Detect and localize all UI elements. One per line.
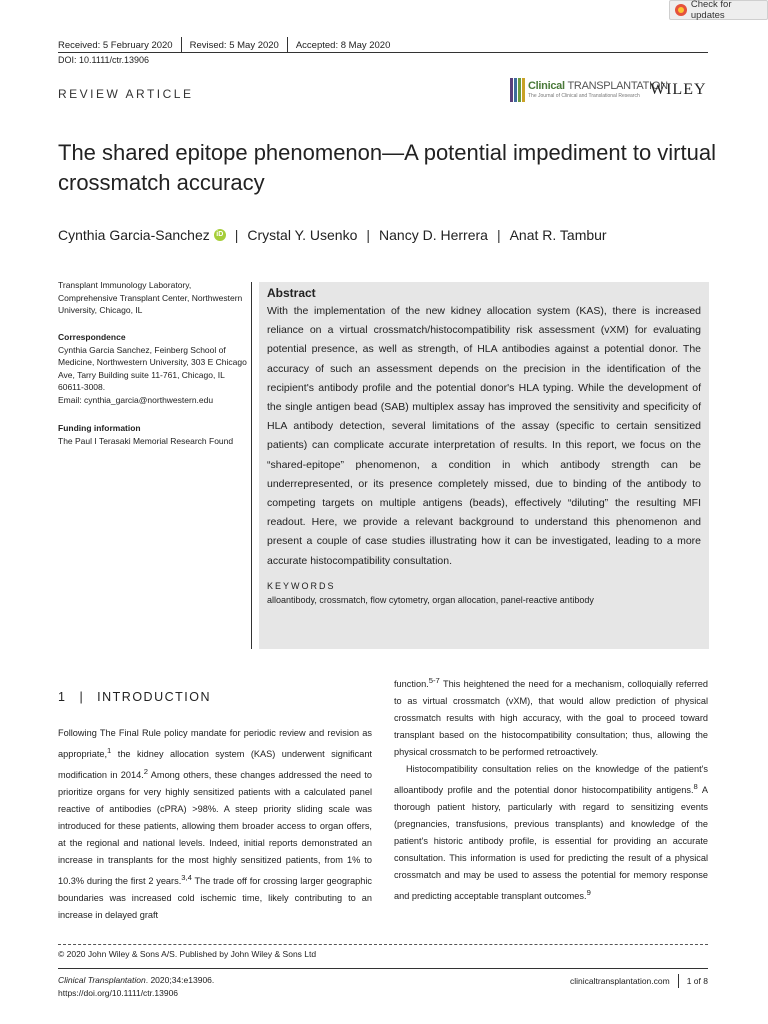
journal-logo-bars [510, 78, 525, 102]
journal-subtitle: The Journal of Clinical and Translational Research [528, 93, 640, 99]
journal-name-1: Clinical [528, 80, 565, 92]
received-date: Received: 5 February 2020 [58, 39, 173, 51]
doi-link[interactable]: https://doi.org/10.1111/ctr.13906 [58, 988, 179, 998]
reference-link[interactable]: 1 [107, 746, 112, 755]
reference-link[interactable]: 9 [586, 888, 591, 898]
revised-date: Revised: 5 May 2020 [189, 39, 279, 51]
divider: | [234, 227, 239, 243]
footer-right [570, 974, 708, 988]
funding-text: The Paul I Terasaki Memorial Research Found [58, 435, 234, 446]
paragraph: function.$^{5-7}$ This heightened the need for a mechanism, colloquially referred to as virtual crossmatch (vXM), that would allow prediction of physical crossmatch results with high accuracy, with the goal to proceed toward transplant based on the histocompatibility consultation; thus, allowing the physical crossmatch to be performed retroactively. [394, 676, 708, 758]
abstract-body: With the implementation of the new kidney allocation system (KAS), there is increased reliance on a virtual crossmatch/histocompatibility risk assessment (vXM) for evaluating potential presence, as well as strength, of HLA antibodies against a potential donor. The accuracy of such an assessment depends on the precision in the identification of the recipient's antibody profile and the potential donor's HLA typing. While the development of the single antigen bead (SAB) multiplex assay has improved the sensitivity and specificity of HLA antibody detection, several limitations of the assay (specific to certain sensitized patients) can complicate accurate interpretation of results. In this report, we focus on the “shared-epitope” phenomenon, a condition in which antibody strength can be underrepresented, or its presence completely missed, due to binding of the antibody to competing targets on multiple antigens (beads), effectively “diluting” the resulting MFI readout. Here, we provide a relevant background to understand this phenomenon and present a couple of case studies illustrating how it can be investigated, leading to a more accurate histocompatibility consultation. [267, 305, 701, 567]
doi: DOI: 10.1111/ctr.13906 [58, 55, 150, 65]
reference-link[interactable]: 2 [143, 767, 149, 777]
section-number: 1 [58, 690, 67, 704]
check-for-updates-label: Check for updates [690, 0, 732, 21]
paragraph: Following The Final Rule policy mandate for periodic review and revision as appropriate,$^1$ the kidney allocation system (KAS) underwent significant modification in 2014.$^2$ Among others, these changes addressed the need to prioritize organs for very highly sensitized patients with a calculated panel reactive of antibodies (cPRA) >98%. A steep priority sliding scale was introduced for these patients, allowing them broader access to organ offers, at the regional and national levels. Indeed, initial reports demonstrated an increase in transplants for the most highly sensitized patients, from 1% to 10.3% during the first 2 years.$^{3,4}$ The trade off for crossing larger geographic boundaries was increased cold ischemic time, likely contributing to an increase in delayed graft [58, 728, 372, 921]
citation [58, 974, 214, 1000]
author[interactable]: Crystal Y. Usenko [247, 227, 358, 243]
body-column-left [58, 725, 372, 924]
abstract-rule [251, 282, 252, 649]
orcid-icon[interactable]: iD [214, 229, 226, 241]
keywords-heading: KEYWORDS [267, 580, 336, 591]
correspondence-email[interactable]: Email: cynthia_garcia@northwestern.edu [58, 394, 214, 405]
copyright: © 2020 John Wiley & Sons A/S. Published by John Wiley & Sons Ltd [58, 949, 317, 959]
journal-name-2: TRANSPLANTATION [567, 80, 668, 92]
abstract-box [259, 282, 709, 649]
reference-link[interactable]: 5-7 [428, 676, 440, 685]
correspondence-text: Cynthia Garcia Sanchez, Feinberg School of Medicine, Northwestern University, 303 E Chicago Ave, Tarry Building suite 11-761, Chicago, IL 60611-3008. [58, 344, 247, 392]
footer-rule [58, 968, 708, 969]
article-title: The shared epitope phenomenon—A potential impediment to virtual crossmatch accuracy [58, 140, 716, 195]
footnote-rule [58, 944, 708, 945]
funding-block [58, 422, 248, 447]
section-title: INTRODUCTION [97, 690, 211, 704]
publisher-logo: WILEY [650, 81, 707, 98]
section-heading: 1 | INTRODUCTION [58, 690, 211, 704]
author[interactable]: Anat R. Tambur [509, 227, 607, 243]
accepted-date: Accepted: 8 May 2020 [295, 39, 391, 51]
correspondence-block [58, 331, 248, 406]
journal-site-link[interactable]: clinicaltransplantation.com [570, 976, 670, 986]
page-number: 1 of 8 [686, 976, 708, 986]
author[interactable]: Cynthia Garcia-Sanchez [58, 227, 210, 243]
journal-logo [510, 78, 668, 102]
paragraph: Histocompatibility consultation relies on the knowledge of the patient's alloantibody profile and the potential donor histocompatibility antigens.$^8$ A thorough patient history, particularly with regard to sensitizing events (pregnancies, transfusions, previous transplants) and knowledge of the patient's historic antibody profile, is essential for providing an accurate consultation. This information is used for predicting the result of a physical crossmatch and may be used to assess the potential for memory response and predicting acceptable transplant outcomes.$^9$ [394, 764, 708, 902]
divider [181, 37, 182, 53]
citation-details: . 2020;34:e13906. [145, 975, 215, 985]
header-rule [58, 52, 708, 53]
check-for-updates-button[interactable] [669, 0, 768, 20]
article-dates [58, 37, 390, 53]
article-type: REVIEW ARTICLE [58, 87, 194, 101]
affiliation: Transplant Immunology Laboratory, Comprehensive Transplant Center, Northwestern University, Chicago, IL [58, 280, 243, 315]
divider: | [366, 227, 371, 243]
divider [287, 37, 288, 53]
body-column-right [394, 672, 708, 905]
author-list [58, 227, 607, 243]
funding-heading: Funding information [58, 423, 141, 433]
author[interactable]: Nancy D. Herrera [379, 227, 488, 243]
divider [678, 974, 679, 988]
reference-link[interactable]: 8 [693, 782, 698, 792]
correspondence-heading: Correspondence [58, 332, 126, 342]
citation-journal: Clinical Transplantation [58, 975, 146, 985]
crossmark-icon [675, 4, 687, 16]
reference-link[interactable]: 3,4 [181, 873, 192, 883]
abstract-heading: Abstract [267, 286, 316, 300]
keywords: alloantibody, crossmatch, flow cytometry, organ allocation, panel-reactive antibody [267, 594, 594, 605]
divider: | [496, 227, 501, 243]
